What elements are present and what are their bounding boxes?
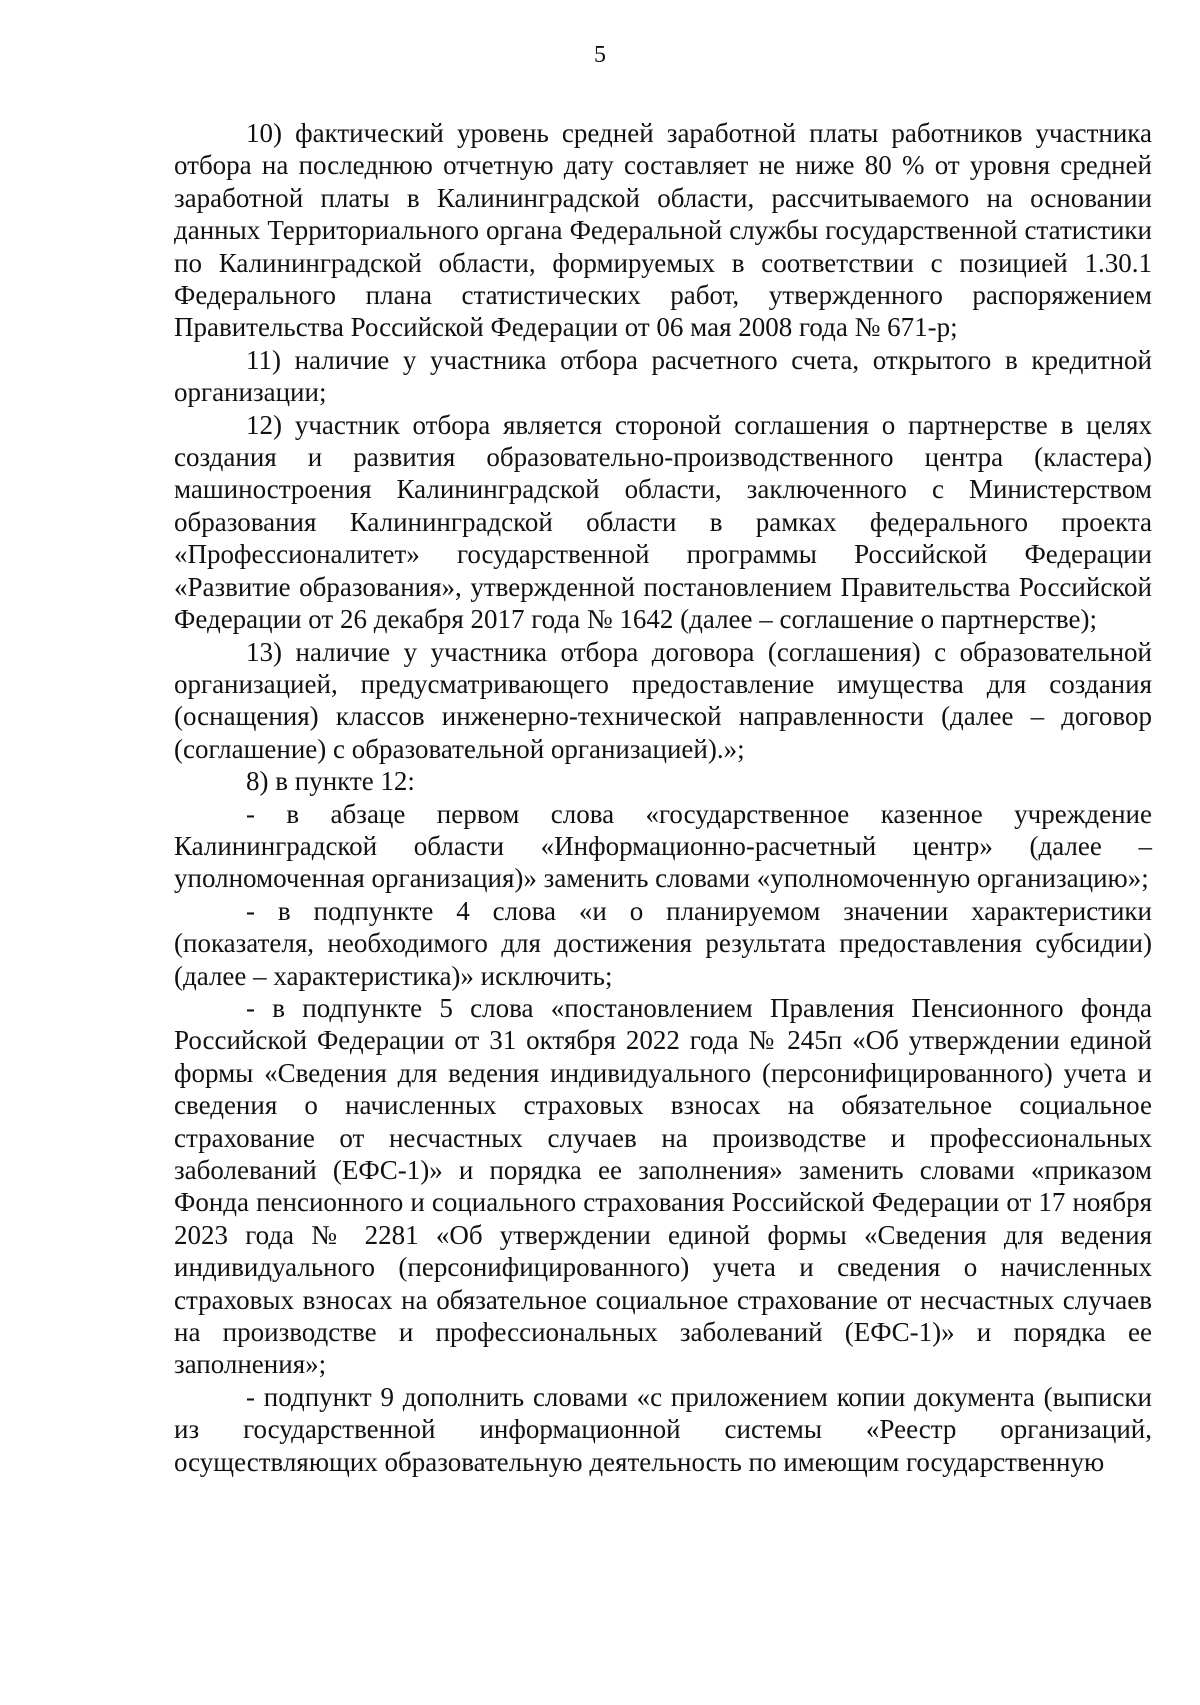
- page-number: 5: [594, 42, 606, 68]
- paragraph-point-8: 8) в пункте 12:: [246, 766, 415, 797]
- paragraph-amendment-first-abzac: - в абзаце первом слова «государственное казенное учреждение Калининградской области «Информационно-расчетный центр» (далее – уполномоченная организация)» заменить словами «уполномоченную организацию»;: [174, 798, 1152, 894]
- paragraph-item-13: 13) наличие у участника отбора договора (соглашения) с образовательной организацией, предусматривающего предоставление имущества для создания (оснащения) классов инженерно-технической направленности (далее – договор (соглашение) с образовательной организацией).»;: [174, 636, 1152, 764]
- paragraph-item-12: 12) участник отбора является стороной соглашения о партнерстве в целях создания и развития образовательно-производственного центра (кластера) машиностроения Калининградской области, заключенного с Министерством образования Калининградской области в рамках федерального проекта «Профессионалитет» государственной программы Российской Федерации «Развитие образования», утвержденной постановлением Правительства Российской Федерации от 26 декабря 2017 года № 1642 (далее – соглашение о партнерстве);: [174, 409, 1152, 635]
- paragraph-amendment-subpoint-9: - подпункт 9 дополнить словами «с приложением копии документа (выписки из государственной информационной системы «Реестр организаций, осуществляющих образовательную деятельность по имеющим государственную: [174, 1381, 1152, 1477]
- paragraph-item-11: 11) наличие у участника отбора расчетного счета, открытого в кредитной организации;: [174, 344, 1152, 408]
- paragraph-amendment-subpoint-5: - в подпункте 5 слова «постановлением Правления Пенсионного фонда Российской Федерации от 31 октября 2022 года № 245п «Об утверждении единой формы «Сведения для ведения индивидуального (персонифицированного) учета и сведения о начисленных страховых взносах на обязательное социальное страхование от несчастных случаев на производстве и профессиональных заболеваний (ЕФС-1)» и порядка ее заполнения» заменить словами «приказом Фонда пенсионного и социального страхования Российской Федерации от 17 ноября 2023 года № 2281 «Об утверждении единой формы «Сведения для ведения индивидуального (персонифицированного) учета и сведения о начисленных страховых взносах на обязательное социальное страхование от несчастных случаев на производстве и профессиональных заболеваний (ЕФС-1)» и порядка ее заполнения»;: [174, 992, 1152, 1380]
- document-body: [174, 117, 1152, 1478]
- paragraph-item-10: 10) фактический уровень средней заработной платы работников участника отбора на последнюю отчетную дату составляет не ниже 80 % от уровня средней заработной платы в Калининградской области, рассчитываемого на основании данных Территориального органа Федеральной службы государственной статистики по Калининградской области, формируемых в соответствии с позицией 1.30.1 Федерального плана статистических работ, утвержденного распоряжением Правительства Российской Федерации от 06 мая 2008 года № 671-р;: [174, 118, 1152, 343]
- paragraph-amendment-subpoint-4: - в подпункте 4 слова «и о планируемом значении характеристики (показателя, необходимого для достижения результата предоставления субсидии) (далее – характеристика)» исключить;: [174, 895, 1152, 991]
